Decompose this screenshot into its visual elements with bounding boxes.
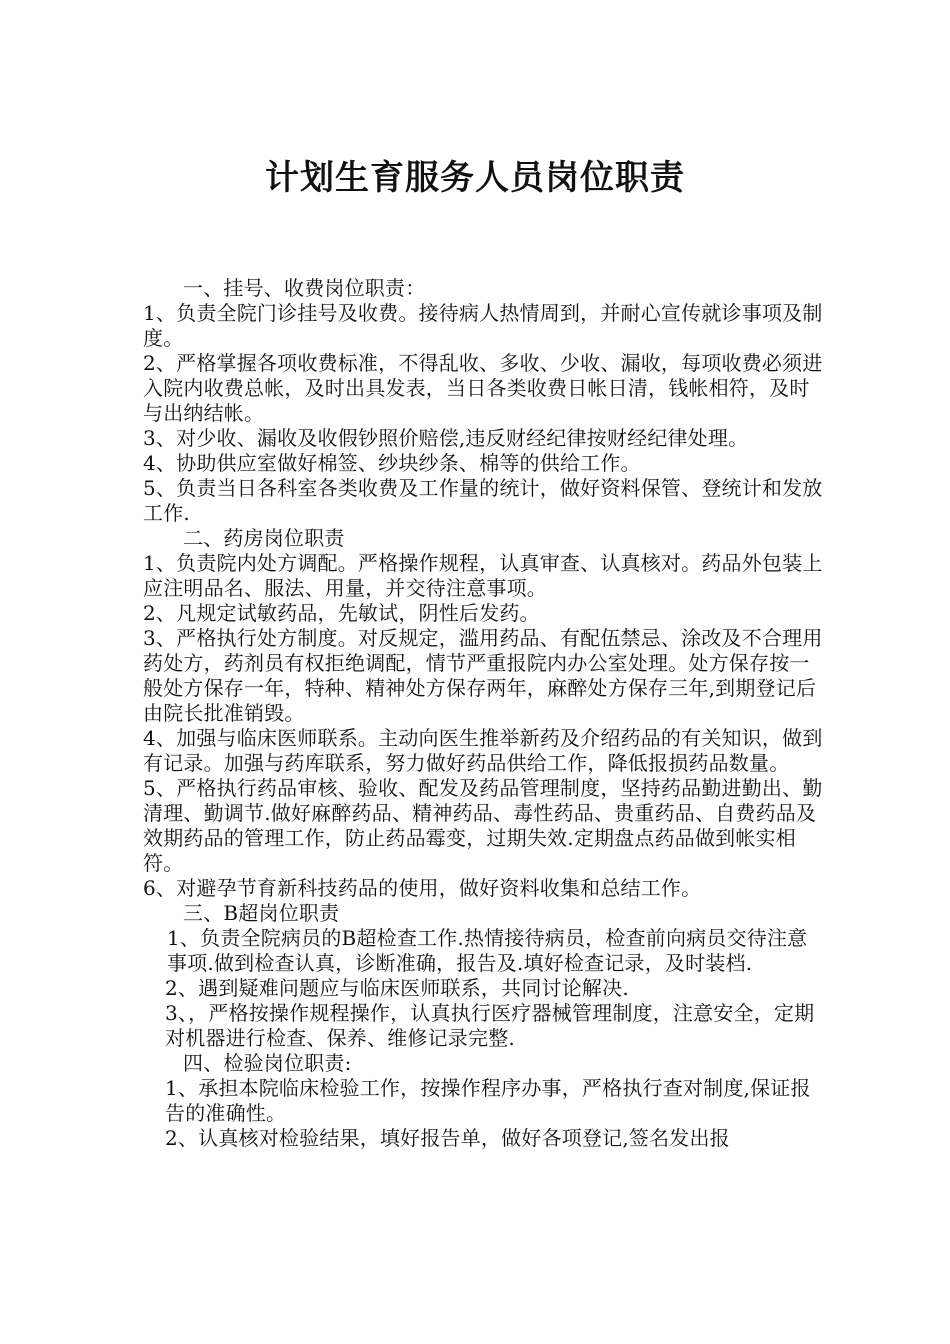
paragraph: 5、负责当日各科室各类收费及工作量的统计，做好资料保管、登统计和发放工作. [143, 476, 823, 525]
section-heading: 四、检验岗位职责: [183, 1051, 352, 1075]
section-heading: 三、B超岗位职责 [183, 901, 340, 925]
paragraph: 1、负责全院门诊挂号及收费。接待病人热情周到，并耐心宣传就诊事项及制度。 [143, 301, 823, 350]
document-body [143, 276, 823, 1151]
paragraph: 2、认真核对检验结果，填好报告单，做好各项登记,签名发出报 [165, 1126, 730, 1150]
paragraph: 4、加强与临床医师联系。主动向医生推举新药及介绍药品的有关知识，做到有记录。加强与药库联系，努力做好药品供给工作，降低报损药品数量。 [143, 726, 823, 775]
paragraph: 1、承担本院临床检验工作，按操作程序办事，严格执行查对制度,保证报告的准确性。 [165, 1076, 811, 1125]
paragraph: 3、严格执行处方制度。对反规定，滥用药品、有配伍禁忌、涂改及不合理用药处方，药剂员有权拒绝调配，情节严重报院内办公室处理。处方保存按一般处方保存一年，特种、精神处方保存两年，麻醉处方保存三年,到期登记后由院长批准销毁。 [143, 626, 823, 725]
paragraph: 3、，严格按操作规程操作，认真执行医疗器械管理制度，注意安全，定期对机器进行检查、保养、维修记录完整. [165, 1001, 815, 1050]
paragraph: 2、严格掌握各项收费标准，不得乱收、多收、少收、漏收，每项收费必须进入院内收费总帐，及时出具发表，当日各类收费日帐日清，钱帐相符，及时与出纳结帐。 [143, 351, 823, 425]
document-title: 计划生育服务人员岗位职责 [265, 158, 685, 198]
paragraph: 3、对少收、漏收及收假钞照价赔偿,违反财经纪律按财经纪律处理。 [143, 426, 749, 450]
paragraph: 1、负责全院病员的B超检查工作.热情接待病员，检查前向病员交待注意事项.做到检查认真，诊断准确，报告及.填好检查记录，及时装档. [167, 926, 808, 975]
paragraph: 6、对避孕节育新科技药品的使用，做好资料收集和总结工作。 [143, 876, 702, 900]
paragraph: 5、严格执行药品审核、验收、配发及药品管理制度，坚持药品勤进勤出、勤清理、勤调节.做好麻醉药品、精神药品、毒性药品、贵重药品、自费药品及效期药品的管理工作，防止药品霉变，过期失效.定期盘点药品做到帐实相符。 [143, 776, 823, 875]
paragraph: 1、负责院内处方调配。严格操作规程，认真审查、认真核对。药品外包装上应注明品名、服法、用量，并交待注意事项。 [143, 551, 823, 600]
section-heading: 二、药房岗位职责 [183, 526, 345, 550]
section-heading: 一、挂号、收费岗位职责： [183, 276, 426, 300]
paragraph: 2、遇到疑难问题应与临床医师联系，共同讨论解决. [165, 976, 629, 1000]
paragraph: 2、凡规定试敏药品，先敏试，阴性后发药。 [143, 601, 540, 625]
paragraph: 4、协助供应室做好棉签、纱块纱条、棉等的供给工作。 [143, 451, 641, 475]
